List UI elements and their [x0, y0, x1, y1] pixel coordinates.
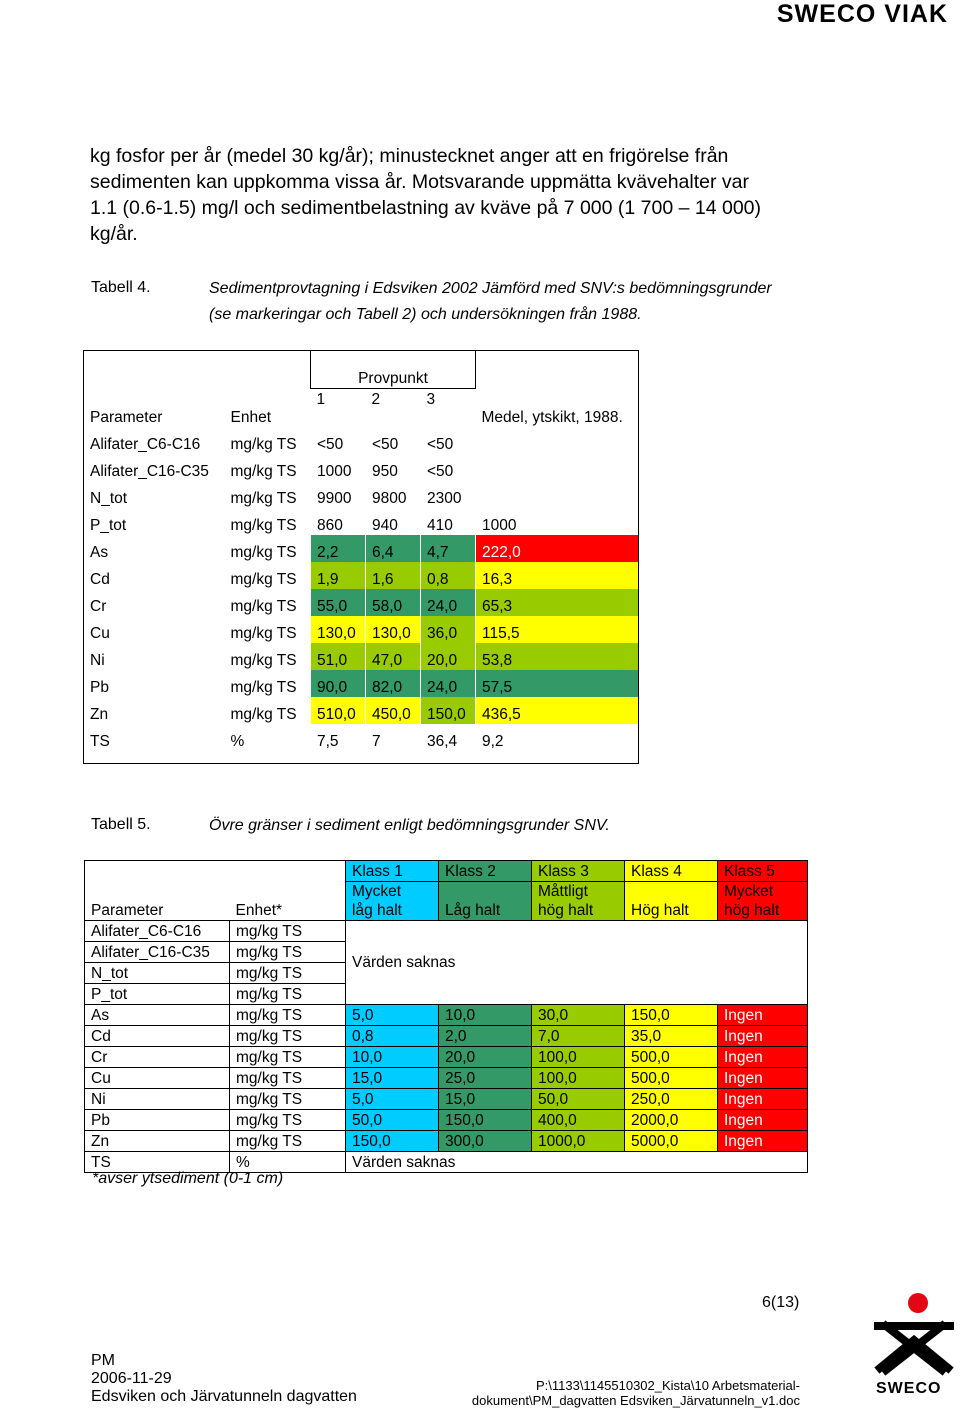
t5-cell-unit: mg/kg TS	[230, 963, 346, 984]
header-unit: Enhet	[230, 408, 272, 426]
t5-cell-k5: Ingen	[718, 1089, 808, 1110]
footer-doc-type: PM	[91, 1352, 115, 1369]
table4-cell-unit: mg/kg TS	[230, 651, 297, 669]
footer-date: 2006-11-29	[91, 1370, 172, 1387]
footer-path-line: P:\1133\1145510302_Kista\10 Arbetsmaterial-	[535, 1378, 800, 1393]
t5-cell-k3: 30,0	[532, 1005, 625, 1026]
t5-cell-param: Pb	[85, 1110, 230, 1131]
table4-cell-v1: <50	[311, 427, 366, 454]
class-2-desc: Låg halt	[439, 882, 532, 921]
t5-cell-k5: Ingen	[718, 1005, 808, 1026]
caption-line: Sedimentprovtagning i Edsviken 2002 Jämförd med SNV:s bedömningsgrunder	[209, 280, 772, 297]
table5-row	[85, 1026, 808, 1047]
t5-cell-param: Cd	[85, 1026, 230, 1047]
table4-cell-param: Ni	[90, 651, 105, 669]
table5-caption-label: Tabell 5.	[91, 816, 151, 833]
table4-cell-v1: 51,0	[311, 643, 366, 670]
table4-cell-v2: 7	[366, 724, 421, 751]
table4-row	[84, 724, 639, 751]
t5-cell-unit: mg/kg TS	[230, 1089, 346, 1110]
sweco-logo-icon	[872, 1290, 956, 1380]
t5-cell-k1: 0,8	[346, 1026, 439, 1047]
t5-cell-unit: mg/kg TS	[230, 1005, 346, 1026]
table4-cell-v3: 20,0	[421, 643, 476, 670]
table4-cell-param: N_tot	[90, 489, 128, 507]
t5-cell-k4: 500,0	[625, 1047, 718, 1068]
table4-cell-unit: mg/kg TS	[230, 489, 297, 507]
t5-cell-param: Cu	[85, 1068, 230, 1089]
table4-cell-v1: 90,0	[311, 670, 366, 697]
class-2-header: Klass 2	[439, 861, 532, 882]
t5-cell-k4: 150,0	[625, 1005, 718, 1026]
t5-cell-unit: mg/kg TS	[230, 921, 346, 942]
paragraph-line: kg/år.	[90, 223, 138, 245]
paragraph-line: sedimenten kan uppkomma vissa år. Motsvarande uppmätta kvävehalter var	[90, 171, 750, 193]
footer-path	[455, 1378, 800, 1408]
table4-cell-v2: 940	[366, 508, 421, 535]
t5-cell-k2: 25,0	[439, 1068, 532, 1089]
t5-cell-param: As	[85, 1005, 230, 1026]
table4-cell-medel	[476, 481, 639, 508]
table4-cell-unit: mg/kg TS	[230, 543, 297, 561]
footer-left	[91, 1352, 357, 1406]
t5-cell-param: Zn	[85, 1131, 230, 1152]
table4-cell-param: Cu	[90, 624, 110, 642]
table4-cell-medel: 65,3	[476, 589, 639, 616]
table5-row	[85, 1131, 808, 1152]
t5-cell-k2: 2,0	[439, 1026, 532, 1047]
t5-cell-unit: mg/kg TS	[230, 1068, 346, 1089]
table4-row	[84, 670, 639, 697]
table4-cell-v1: 130,0	[311, 616, 366, 643]
class-5-desc: Mycket hög halt	[718, 882, 808, 921]
table4-cell-medel: 53,8	[476, 643, 639, 670]
table4-cell-medel: 16,3	[476, 562, 639, 589]
t5-cell-k3: 100,0	[532, 1068, 625, 1089]
table4-cell-v3: <50	[421, 454, 476, 481]
table4-cell-param: Pb	[90, 678, 109, 696]
table5-row	[85, 1068, 808, 1089]
t5-cell-k5: Ingen	[718, 1131, 808, 1152]
table5-missing-row	[85, 921, 808, 942]
class-4-desc: Hög halt	[625, 882, 718, 921]
footer-path-line: dokument\PM_dagvatten Edsviken_Järvatunneln_v1.doc	[471, 1393, 800, 1408]
table5-caption-text: Övre gränser i sediment enligt bedömningsgrunder SNV.	[209, 817, 610, 834]
table4-cell-v2: 58,0	[366, 589, 421, 616]
page-number: 6(13)	[762, 1294, 800, 1311]
class-1-desc: Mycket låg halt	[346, 882, 439, 921]
t5-cell-k3: 50,0	[532, 1089, 625, 1110]
t5-header-parameter: Parameter	[91, 902, 164, 919]
table4-cell-v2: 450,0	[366, 697, 421, 724]
t5-cell-k3: 7,0	[532, 1026, 625, 1047]
t5-cell-k1: 15,0	[346, 1068, 439, 1089]
t5-cell-k4: 250,0	[625, 1089, 718, 1110]
t5-cell-k2: 20,0	[439, 1047, 532, 1068]
table4-cell-v2: 1,6	[366, 562, 421, 589]
t5-cell-k5: Ingen	[718, 1047, 808, 1068]
paragraph-line: 1.1 (0.6-1.5) mg/l och sedimentbelastning av kväve på 7 000 (1 700 – 14 000)	[90, 197, 761, 219]
table4-cell-unit: mg/kg TS	[230, 597, 297, 615]
table4-row	[84, 643, 639, 670]
table4-row	[84, 589, 639, 616]
table4-cell-v2: 9800	[366, 481, 421, 508]
paragraph-line: kg fosfor per år (medel 30 kg/år); minustecknet anger att en frigörelse från	[90, 145, 729, 167]
t5-cell-unit: mg/kg TS	[230, 984, 346, 1005]
t5-missing-values: Värden saknas	[346, 921, 808, 1005]
point-2-header: 2	[371, 391, 381, 408]
t5-cell-k2: 15,0	[439, 1089, 532, 1110]
t5-cell-unit: mg/kg TS	[230, 1047, 346, 1068]
table4-row	[84, 481, 639, 508]
t5-cell-param: Alifater_C16-C35	[85, 942, 230, 963]
sweco-logo	[872, 1290, 956, 1400]
table4	[83, 350, 639, 764]
table4-cell-unit: mg/kg TS	[230, 435, 297, 453]
point-1-header: 1	[316, 391, 326, 408]
table4-cell-v1: 7,5	[311, 724, 366, 751]
t5-cell-k5: Ingen	[718, 1068, 808, 1089]
t5-ts-value: Värden saknas	[346, 1152, 808, 1173]
table4-cell-v3: 4,7	[421, 535, 476, 562]
table4-cell-param: Cr	[90, 597, 107, 615]
t5-cell-param: P_tot	[85, 984, 230, 1005]
table4-cell-medel: 1000	[476, 508, 639, 535]
t5-cell-k2: 10,0	[439, 1005, 532, 1026]
table4-cell-v1: 1000	[311, 454, 366, 481]
table4-cell-medel	[476, 454, 639, 481]
table4-cell-unit: %	[230, 732, 245, 750]
table5-row	[85, 1110, 808, 1131]
table4-cell-v3: 24,0	[421, 589, 476, 616]
t5-cell-k4: 2000,0	[625, 1110, 718, 1131]
table4-cell-v2: 950	[366, 454, 421, 481]
table4-cell-v2: 82,0	[366, 670, 421, 697]
t5-cell-unit: mg/kg TS	[230, 1026, 346, 1047]
provpunkt-header: Provpunkt	[311, 351, 476, 389]
table4-cell-v3: 410	[421, 508, 476, 535]
table5-row	[85, 1005, 808, 1026]
table4-cell-medel: 9,2	[476, 724, 639, 751]
t5-cell-k2: 150,0	[439, 1110, 532, 1131]
table4-cell-medel: 222,0	[476, 535, 639, 562]
t5-ts-param: TS	[85, 1152, 230, 1173]
t5-cell-k5: Ingen	[718, 1110, 808, 1131]
t5-cell-k1: 5,0	[346, 1089, 439, 1110]
table4-row	[84, 508, 639, 535]
table4-cell-v1: 55,0	[311, 589, 366, 616]
table4-cell-v2: 47,0	[366, 643, 421, 670]
table4-cell-v3: 24,0	[421, 670, 476, 697]
t5-cell-k1: 150,0	[346, 1131, 439, 1152]
t5-cell-k4: 500,0	[625, 1068, 718, 1089]
table4-cell-unit: mg/kg TS	[230, 624, 297, 642]
body-paragraph	[90, 143, 810, 247]
class-4-header: Klass 4	[625, 861, 718, 882]
footer-title: Edsviken och Järvatunneln dagvatten	[91, 1388, 357, 1405]
table4-cell-v3: 0,8	[421, 562, 476, 589]
point-3-header: 3	[426, 391, 436, 408]
table4-cell-v1: 9900	[311, 481, 366, 508]
table4-cell-v2: <50	[366, 427, 421, 454]
class-3-header: Klass 3	[532, 861, 625, 882]
table4-cell-v2: 6,4	[366, 535, 421, 562]
table4-cell-unit: mg/kg TS	[230, 705, 297, 723]
table4-caption-text	[209, 276, 772, 328]
t5-cell-k1: 10,0	[346, 1047, 439, 1068]
caption-line: (se markeringar och Tabell 2) och undersökningen från 1988.	[209, 306, 642, 323]
table4-cell-v1: 860	[311, 508, 366, 535]
class-3-desc: Måttligt hög halt	[532, 882, 625, 921]
table5-row	[85, 1089, 808, 1110]
class-1-header: Klass 1	[346, 861, 439, 882]
table4-cell-unit: mg/kg TS	[230, 516, 297, 534]
table4-row	[84, 454, 639, 481]
t5-cell-k4: 35,0	[625, 1026, 718, 1047]
table4-cell-v3: 150,0	[421, 697, 476, 724]
table4-cell-param: P_tot	[90, 516, 127, 534]
table4-cell-v3: 2300	[421, 481, 476, 508]
table4-cell-medel: 115,5	[476, 616, 639, 643]
table4-cell-v1: 510,0	[311, 697, 366, 724]
table4-cell-param: TS	[90, 732, 110, 750]
table4-cell-v1: 1,9	[311, 562, 366, 589]
t5-cell-k3: 400,0	[532, 1110, 625, 1131]
table5-footnote: *avser ytsediment (0-1 cm)	[92, 1170, 284, 1187]
table4-cell-medel: 57,5	[476, 670, 639, 697]
header-medel: Medel, ytskikt, 1988.	[481, 408, 623, 426]
table4-row	[84, 616, 639, 643]
t5-cell-k2: 300,0	[439, 1131, 532, 1152]
table4-cell-v1: 2,2	[311, 535, 366, 562]
header-parameter: Parameter	[90, 408, 163, 426]
table4-cell-unit: mg/kg TS	[230, 462, 297, 480]
t5-ts-unit: %	[230, 1152, 346, 1173]
t5-cell-unit: mg/kg TS	[230, 1110, 346, 1131]
table4-row	[84, 427, 639, 454]
t5-cell-param: Cr	[85, 1047, 230, 1068]
t5-cell-param: N_tot	[85, 963, 230, 984]
table4-cell-v3: 36,0	[421, 616, 476, 643]
table4-row	[84, 535, 639, 562]
table4-cell-v3: 36,4	[421, 724, 476, 751]
t5-cell-param: Ni	[85, 1089, 230, 1110]
t5-cell-param: Alifater_C6-C16	[85, 921, 230, 942]
table4-cell-medel	[476, 427, 639, 454]
table4-row	[84, 697, 639, 724]
t5-cell-k3: 100,0	[532, 1047, 625, 1068]
t5-cell-k3: 1000,0	[532, 1131, 625, 1152]
class-5-header: Klass 5	[718, 861, 808, 882]
table4-cell-v2: 130,0	[366, 616, 421, 643]
brand-logo-text: SWECO VIAK	[776, 0, 948, 28]
table4-cell-param: Cd	[90, 570, 110, 588]
t5-cell-unit: mg/kg TS	[230, 942, 346, 963]
table4-cell-param: Alifater_C16-C35	[90, 462, 209, 480]
table4-cell-unit: mg/kg TS	[230, 678, 297, 696]
table5	[84, 860, 808, 1173]
table4-cell-param: Alifater_C6-C16	[90, 435, 201, 453]
t5-header-unit: Enhet*	[235, 902, 283, 919]
t5-cell-k1: 50,0	[346, 1110, 439, 1131]
table4-cell-v3: <50	[421, 427, 476, 454]
t5-cell-k1: 5,0	[346, 1005, 439, 1026]
sweco-logo-text: SWECO	[876, 1380, 942, 1397]
table4-caption-label: Tabell 4.	[91, 279, 151, 296]
table4-cell-param: As	[90, 543, 109, 561]
t5-cell-unit: mg/kg TS	[230, 1131, 346, 1152]
t5-cell-k4: 5000,0	[625, 1131, 718, 1152]
table5-row	[85, 1047, 808, 1068]
t5-cell-k5: Ingen	[718, 1026, 808, 1047]
table4-row	[84, 562, 639, 589]
table4-cell-medel: 436,5	[476, 697, 639, 724]
table4-cell-unit: mg/kg TS	[230, 570, 297, 588]
table4-cell-param: Zn	[90, 705, 109, 723]
